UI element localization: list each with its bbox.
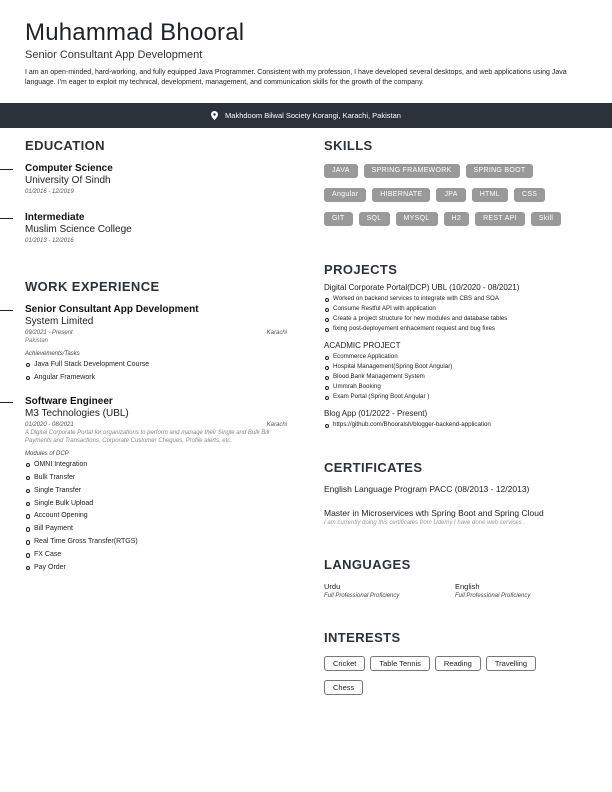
list-item: Consume Restful API with application [324,305,586,313]
work-meta [25,422,287,428]
certificate-entry [324,508,586,526]
interest-tag: Table Tennis [370,656,430,671]
skill-tag: MYSQL [396,212,438,226]
project-entry [324,341,586,401]
date-range: 01/2013 - 12/2016 [25,238,74,244]
certificate-note: I am currently doing this certificates from Udemy I have done web services . [324,520,526,526]
left-column [25,138,287,576]
date-range: 01/2016 - 12/2019 [25,189,74,195]
language-name: English [455,582,480,591]
skill-tag: H2 [444,212,470,226]
skills-heading: SKILLS [324,138,373,153]
entry-marker [0,310,13,311]
list-item: Ummrah Booking [324,383,586,391]
skill-tag: HIBERNATE [372,188,430,202]
list-item: Account Opening [25,511,287,520]
interest-tag: Travelling [486,656,536,671]
project-bullets [324,421,586,429]
skill-tag: HTML [472,188,508,202]
language-entry [455,582,586,599]
work-role: Senior Consultant App Development [25,304,199,315]
address-text: Makhdoom Bilwal Society Korangi, Karachi, Pakistan [225,111,401,120]
project-bullets [324,353,586,401]
project-title: ACADMIC PROJECT [324,341,401,350]
project-title: Blog App (01/2022 - Present) [324,409,428,418]
skill-tag: Skill [531,212,561,226]
list-item: Bill Payment [25,524,287,533]
interests-list [324,656,584,704]
skill-tag: REST API [475,212,525,226]
skills-list [324,164,584,236]
language-name: Urdu [324,582,341,591]
list-item: FX Case [25,550,287,559]
education-school: Muslim Science College [25,224,132,235]
list-item: Bulk Transfer [25,473,287,482]
work-role: Software Engineer [25,395,113,407]
interest-tag: Cricket [324,656,365,671]
list-item: Single Bulk Upload [25,499,287,508]
education-degree: Intermediate [25,212,85,223]
skill-tag: GIT [324,212,353,226]
date-range: 01/2020 - 08/2021 [25,421,74,428]
work-city: Karachi [266,421,287,428]
work-experience-heading: WORK EXPERIENCE [25,279,160,294]
right-column [324,138,586,704]
list-item: Exam Portal (Spring Boot Angular ) [324,393,586,401]
skill-tag: JAVA [324,164,358,178]
list-item: Worked on backend services to integrate with CBS and SOA [324,295,586,303]
project-entry [324,409,586,429]
interest-tag: Reading [435,656,481,671]
resume-header [25,20,585,87]
modules-label: Modules of DCP [25,450,69,457]
education-dates [25,189,287,195]
work-meta [25,330,287,336]
language-level: Full Professional Proficiency [324,593,400,599]
list-item: OMNI Integration [25,460,287,469]
certificate-entry [324,484,586,494]
work-company: M3 Technologies (UBL) [25,407,129,419]
interest-tag: Chess [324,680,363,695]
project-link[interactable]: https://github.com/Bhooralsh/blogger-backend-application [324,421,586,429]
list-item: Ecommerce Application [324,353,586,361]
location-pin-icon [211,111,218,120]
person-name: Muhammad Bhooral [25,19,245,46]
list-item: Hospital Management(Spring Boot Angular) [324,363,586,371]
entry-marker [0,218,13,219]
work-entry [25,396,287,572]
list-item: fixing post-deployement enhacement request and bug fixes [324,325,586,333]
work-entry [25,304,287,382]
project-title: Digital Corporate Portal(DCP) UBL (10/2020 - 08/2021) [324,283,520,292]
list-item: Angular Framework [25,373,287,382]
skill-tag: CSS [514,188,545,202]
projects-heading: PROJECTS [324,262,398,277]
language-level: Full Professional Proficiency [455,593,531,599]
education-entry [25,163,287,195]
certificate-title: English Language Program PACC (08/2013 - 12/2013) [324,484,530,494]
education-degree: Computer Science [25,163,113,174]
achievements-label: Achievements/Tasks [25,351,80,357]
skill-tag: Angular [324,188,366,202]
interests-heading: INTERESTS [324,630,401,645]
work-company: System Limited [25,316,94,327]
work-country: Pakistan [25,338,49,344]
education-heading: EDUCATION [25,138,105,153]
work-city: Karachi [266,330,287,336]
achievements-list [25,360,287,382]
education-school: University Of Sindh [25,175,111,186]
list-item: Java Full Stack Development Course [25,360,287,369]
entry-marker [0,402,13,403]
modules-list [25,460,287,572]
entry-marker [0,169,13,170]
summary-text: I am an open-minded, hard-working, and fully equipped Java Programmer. Consistent with my profession, I have developed several desktops, and web applications using Java language. I'm eager to exploit my technical, development, management, and communication skills for the growth of the company. [25,69,567,86]
list-item: Blood Bank Management System [324,373,586,381]
education-entry [25,212,287,244]
list-item: Real Time Gross Transfer(RTGS) [25,537,287,546]
certificates-heading: CERTIFICATES [324,460,423,475]
work-description: A Digital Corporate Portal for organizations to perform and manage their Single and Bulk Bill Payments and Transactions, Corporate Customer Cheques, Profile alerts, etc. [25,429,270,444]
list-item: Pay Order [25,563,287,572]
languages-heading: LANGUAGES [324,557,411,572]
skill-tag: SPRING FRAMEWORK [364,164,460,178]
languages-list [324,582,586,599]
skill-tag: SPRING BOOT [466,164,534,178]
education-dates [25,238,287,244]
contact-bar [0,103,612,128]
job-title: Senior Consultant App Development [25,49,203,61]
list-item: Single Transfer [25,486,287,495]
certificate-title: Master in Microservices wth Spring Boot and Spring Cloud [324,508,544,518]
language-entry [324,582,455,599]
project-bullets [324,295,586,333]
project-entry [324,283,586,333]
date-range: 09/2021 - Present [25,330,73,336]
skill-tag: JPA [436,188,465,202]
list-item: Create a project structure for new modules and database tables [324,315,586,323]
skill-tag: SQL [359,212,390,226]
